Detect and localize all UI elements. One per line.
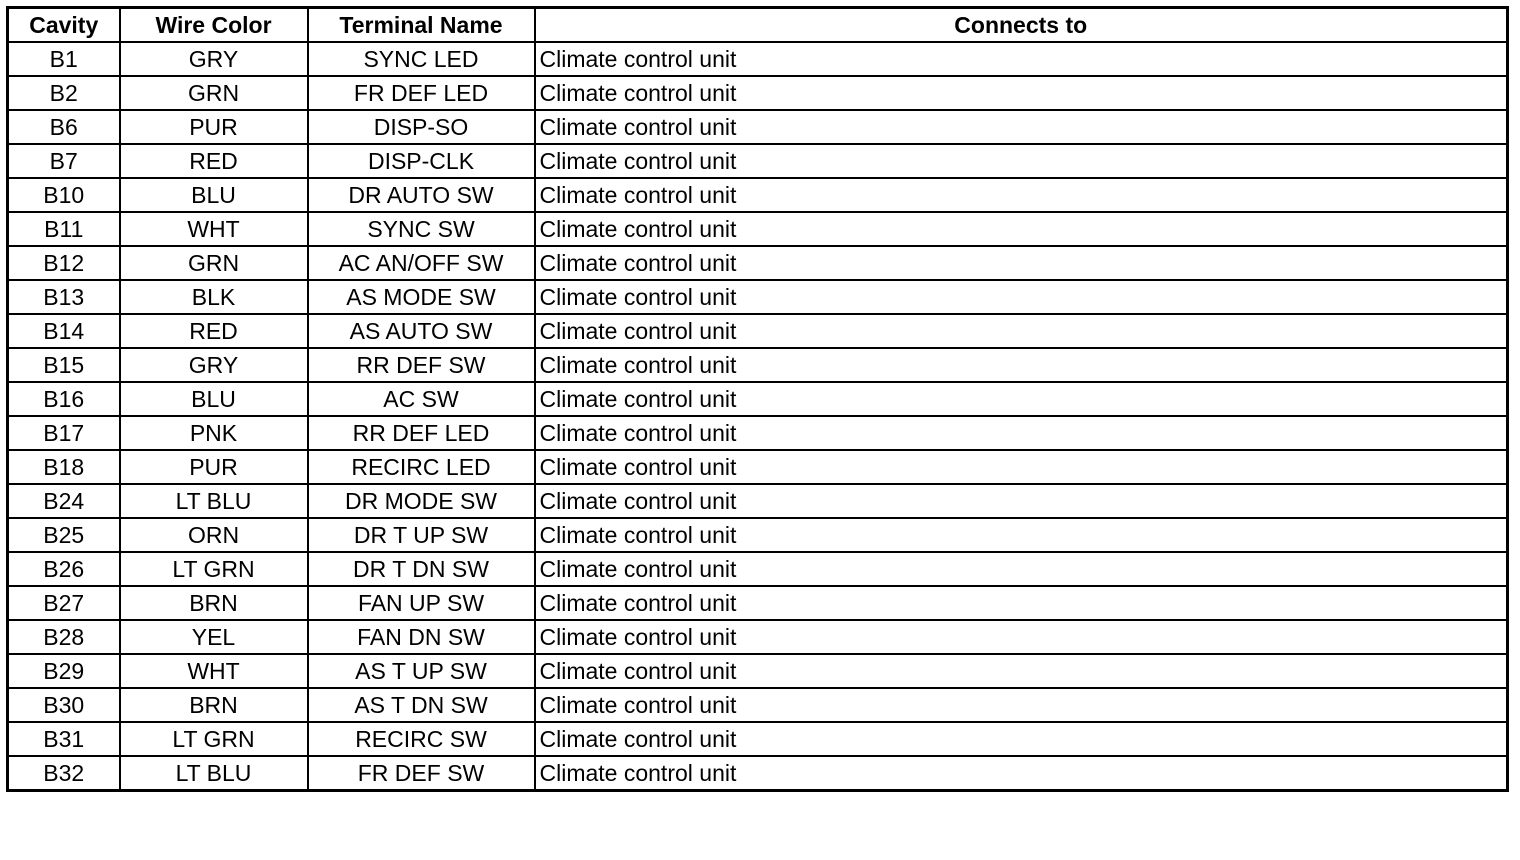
table-row <box>8 212 1508 246</box>
connects-to-cell: Climate control unit <box>535 654 1508 688</box>
cavity-cell: B26 <box>8 552 120 586</box>
table-row <box>8 42 1508 76</box>
table-header <box>8 8 1508 43</box>
terminal-name-cell: AC SW <box>308 382 535 416</box>
table-row <box>8 246 1508 280</box>
wire-color-cell: LT BLU <box>120 484 308 518</box>
cavity-cell: B14 <box>8 314 120 348</box>
cavity-cell: B13 <box>8 280 120 314</box>
table-row <box>8 280 1508 314</box>
connects-to-cell: Climate control unit <box>535 450 1508 484</box>
header-row <box>8 8 1508 43</box>
header-terminal-name: Terminal Name <box>308 8 535 43</box>
table-row <box>8 654 1508 688</box>
cavity-cell: B15 <box>8 348 120 382</box>
terminal-name-cell: DISP-CLK <box>308 144 535 178</box>
terminal-name-cell: RECIRC SW <box>308 722 535 756</box>
terminal-name-cell: DR MODE SW <box>308 484 535 518</box>
table-row <box>8 518 1508 552</box>
table-row <box>8 144 1508 178</box>
table-row <box>8 756 1508 791</box>
table-row <box>8 110 1508 144</box>
connects-to-cell: Climate control unit <box>535 178 1508 212</box>
wire-color-cell: GRN <box>120 76 308 110</box>
connects-to-cell: Climate control unit <box>535 416 1508 450</box>
connects-to-cell: Climate control unit <box>535 382 1508 416</box>
terminal-name-cell: DR T DN SW <box>308 552 535 586</box>
wire-color-cell: GRY <box>120 348 308 382</box>
wire-color-cell: GRY <box>120 42 308 76</box>
table-row <box>8 382 1508 416</box>
terminal-name-cell: AS AUTO SW <box>308 314 535 348</box>
table-row <box>8 416 1508 450</box>
terminal-name-cell: FR DEF LED <box>308 76 535 110</box>
terminal-name-cell: DR AUTO SW <box>308 178 535 212</box>
terminal-name-cell: FAN DN SW <box>308 620 535 654</box>
connector-pinout-table <box>6 6 1509 792</box>
table-row <box>8 450 1508 484</box>
wire-color-cell: WHT <box>120 212 308 246</box>
connects-to-cell: Climate control unit <box>535 756 1508 791</box>
connects-to-cell: Climate control unit <box>535 484 1508 518</box>
connects-to-cell: Climate control unit <box>535 518 1508 552</box>
connects-to-cell: Climate control unit <box>535 586 1508 620</box>
connects-to-cell: Climate control unit <box>535 314 1508 348</box>
header-wire-color: Wire Color <box>120 8 308 43</box>
terminal-name-cell: AS T DN SW <box>308 688 535 722</box>
connects-to-cell: Climate control unit <box>535 76 1508 110</box>
table-row <box>8 722 1508 756</box>
cavity-cell: B18 <box>8 450 120 484</box>
wire-color-cell: BRN <box>120 688 308 722</box>
connects-to-cell: Climate control unit <box>535 246 1508 280</box>
wire-color-cell: PUR <box>120 110 308 144</box>
cavity-cell: B12 <box>8 246 120 280</box>
wire-color-cell: GRN <box>120 246 308 280</box>
cavity-cell: B1 <box>8 42 120 76</box>
cavity-cell: B27 <box>8 586 120 620</box>
connects-to-cell: Climate control unit <box>535 552 1508 586</box>
wire-color-cell: BRN <box>120 586 308 620</box>
wire-color-cell: PUR <box>120 450 308 484</box>
connects-to-cell: Climate control unit <box>535 144 1508 178</box>
cavity-cell: B29 <box>8 654 120 688</box>
header-cavity: Cavity <box>8 8 120 43</box>
table-row <box>8 552 1508 586</box>
table-row <box>8 688 1508 722</box>
cavity-cell: B16 <box>8 382 120 416</box>
table-row <box>8 348 1508 382</box>
cavity-cell: B11 <box>8 212 120 246</box>
wire-color-cell: RED <box>120 314 308 348</box>
cavity-cell: B2 <box>8 76 120 110</box>
wire-color-cell: YEL <box>120 620 308 654</box>
terminal-name-cell: FR DEF SW <box>308 756 535 791</box>
wire-color-cell: BLU <box>120 178 308 212</box>
table-row <box>8 586 1508 620</box>
cavity-cell: B24 <box>8 484 120 518</box>
connects-to-cell: Climate control unit <box>535 348 1508 382</box>
wire-color-cell: PNK <box>120 416 308 450</box>
wire-color-cell: BLU <box>120 382 308 416</box>
terminal-name-cell: AS T UP SW <box>308 654 535 688</box>
connects-to-cell: Climate control unit <box>535 42 1508 76</box>
connects-to-cell: Climate control unit <box>535 280 1508 314</box>
table-row <box>8 620 1508 654</box>
table-body <box>8 42 1508 791</box>
terminal-name-cell: AC AN/OFF SW <box>308 246 535 280</box>
wire-color-cell: BLK <box>120 280 308 314</box>
terminal-name-cell: RR DEF SW <box>308 348 535 382</box>
cavity-cell: B25 <box>8 518 120 552</box>
wire-color-cell: LT GRN <box>120 722 308 756</box>
cavity-cell: B32 <box>8 756 120 791</box>
table-row <box>8 314 1508 348</box>
terminal-name-cell: FAN UP SW <box>308 586 535 620</box>
cavity-cell: B6 <box>8 110 120 144</box>
cavity-cell: B10 <box>8 178 120 212</box>
connector-table-container <box>6 6 1509 792</box>
cavity-cell: B30 <box>8 688 120 722</box>
connects-to-cell: Climate control unit <box>535 722 1508 756</box>
cavity-cell: B31 <box>8 722 120 756</box>
header-connects-to: Connects to <box>535 8 1508 43</box>
connects-to-cell: Climate control unit <box>535 110 1508 144</box>
table-row <box>8 484 1508 518</box>
wire-color-cell: LT BLU <box>120 756 308 791</box>
terminal-name-cell: RR DEF LED <box>308 416 535 450</box>
connects-to-cell: Climate control unit <box>535 212 1508 246</box>
wire-color-cell: WHT <box>120 654 308 688</box>
table-row <box>8 178 1508 212</box>
table-row <box>8 76 1508 110</box>
cavity-cell: B28 <box>8 620 120 654</box>
wire-color-cell: ORN <box>120 518 308 552</box>
terminal-name-cell: DISP-SO <box>308 110 535 144</box>
terminal-name-cell: RECIRC LED <box>308 450 535 484</box>
terminal-name-cell: SYNC SW <box>308 212 535 246</box>
terminal-name-cell: DR T UP SW <box>308 518 535 552</box>
terminal-name-cell: AS MODE SW <box>308 280 535 314</box>
cavity-cell: B17 <box>8 416 120 450</box>
cavity-cell: B7 <box>8 144 120 178</box>
connects-to-cell: Climate control unit <box>535 620 1508 654</box>
wire-color-cell: LT GRN <box>120 552 308 586</box>
connects-to-cell: Climate control unit <box>535 688 1508 722</box>
wire-color-cell: RED <box>120 144 308 178</box>
terminal-name-cell: SYNC LED <box>308 42 535 76</box>
